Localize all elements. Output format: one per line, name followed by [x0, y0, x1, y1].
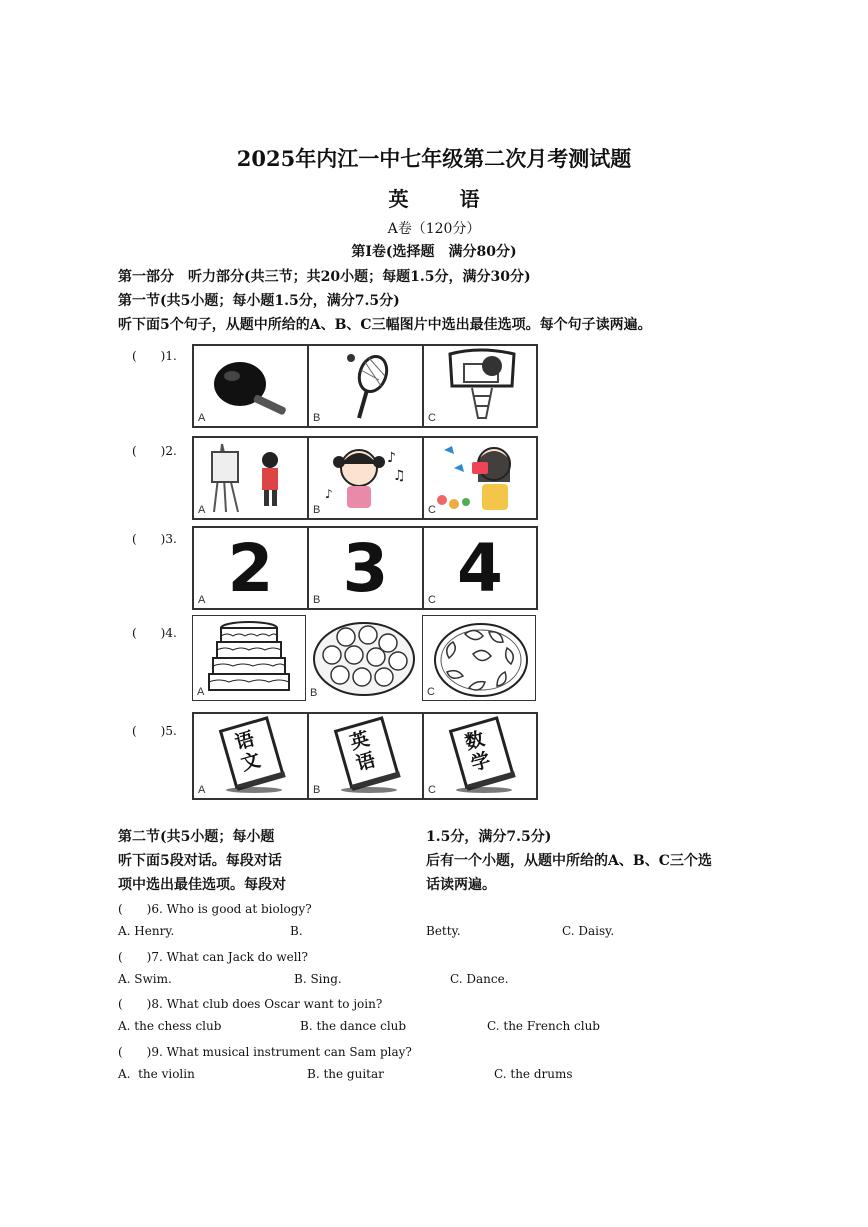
option-cell-b[interactable]	[307, 344, 424, 428]
option-cell-c[interactable]	[422, 436, 538, 520]
svg-text:♪: ♪	[387, 450, 396, 466]
part1-heading: 第一部分 听力部分(共三节；共20小题；每题1.5分，满分30分)	[118, 269, 531, 285]
section1-heading: 第一节(共5小题；每小题1.5分，满分7.5分)	[118, 293, 400, 309]
option-b[interactable]: B. the guitar	[307, 1067, 384, 1081]
option-a[interactable]: A. the violin	[118, 1067, 195, 1081]
option-letter: C	[428, 412, 436, 424]
option-cell-a[interactable]	[192, 615, 306, 701]
option-letter: A	[198, 594, 206, 606]
question-6: ( )6. Who is good at biology?	[118, 902, 312, 916]
option-b[interactable]: B. the dance club	[300, 1019, 407, 1033]
option-cell-c[interactable]	[422, 344, 538, 428]
question-9: ( )9. What musical instrument can Sam play?	[118, 1045, 412, 1059]
section2-instruction-left: 听下面5段对话。每段对话	[118, 853, 282, 869]
option-cell-b[interactable]	[307, 712, 424, 800]
option-letter: C	[428, 594, 436, 606]
question-number-2: ( )2.	[132, 444, 177, 458]
digit-two: 2	[227, 530, 274, 607]
option-letter: B	[313, 784, 321, 796]
option-cell-a[interactable]	[192, 436, 309, 520]
paper-label: A卷（120分）	[387, 221, 481, 237]
option-cell-c[interactable]	[422, 712, 538, 800]
option-cell-a[interactable]	[192, 344, 309, 428]
section2-instruction-right: 后有一个小题，从题中所给的A、B、C三个选	[426, 853, 712, 869]
option-cell-b[interactable]	[307, 436, 424, 520]
girl-taking-photo-icon	[424, 438, 536, 518]
option-letter: C	[428, 784, 436, 796]
section2-heading-left: 第二节(共5小题；每小题	[118, 829, 275, 845]
dumplings-icon	[423, 616, 535, 700]
option-c[interactable]: C. Dance.	[450, 972, 509, 986]
option-a[interactable]: A. the chess club	[118, 1019, 222, 1033]
digit-four: 4	[457, 530, 503, 607]
option-a[interactable]: A. Swim.	[118, 972, 172, 986]
option-cell-b[interactable]	[307, 526, 424, 610]
question-number-5: ( )5.	[132, 724, 177, 738]
section1-instruction: 听下面5个句子，从题中所给的A、B、C三幅图片中选出最佳选项。每个句子读两遍。	[118, 317, 652, 333]
option-letter: A	[198, 412, 206, 424]
question-number-3: ( )3.	[132, 532, 177, 546]
option-c[interactable]: C. Daisy.	[562, 924, 615, 938]
section2-instruction-left-2: 项中选出最佳选项。每段对	[118, 877, 286, 893]
book-title: 语文	[232, 727, 263, 776]
question-7: ( )7. What can Jack do well?	[118, 950, 308, 964]
option-letter: B	[313, 594, 321, 606]
ping-pong-paddle-icon	[194, 346, 307, 426]
option-b-text[interactable]: Betty.	[426, 924, 461, 938]
svg-text:♫: ♫	[393, 468, 406, 484]
option-b[interactable]: B. Sing.	[294, 972, 342, 986]
question-number-4: ( )4.	[132, 626, 177, 640]
option-cell-a[interactable]	[192, 712, 309, 800]
svg-text:♪: ♪	[325, 487, 333, 501]
option-letter: A	[197, 686, 205, 698]
option-letter: A	[198, 504, 206, 516]
question-number-1: ( )1.	[132, 349, 177, 363]
option-letter: C	[427, 686, 435, 698]
option-letter: A	[198, 784, 206, 796]
section2-instruction-right-2: 话读两遍。	[426, 877, 496, 893]
cake-icon	[193, 616, 305, 700]
option-cell-a[interactable]	[192, 526, 309, 610]
option-cell-c[interactable]	[422, 526, 538, 610]
tennis-racket-icon	[309, 346, 422, 426]
girl-painting-icon	[194, 438, 307, 518]
volume-label: 第Ⅰ卷(选择题 满分80分)	[351, 244, 517, 260]
option-letter: B	[313, 504, 321, 516]
page-title: 2025年内江一中七年级第二次月考测试题	[236, 146, 632, 171]
option-letter: B	[310, 687, 318, 699]
question-8: ( )8. What club does Oscar want to join?	[118, 997, 383, 1011]
option-a[interactable]: A. Henry.	[118, 924, 175, 938]
girl-singing-icon	[309, 438, 422, 518]
option-b[interactable]: B.	[290, 924, 303, 938]
option-cell-b[interactable]	[306, 615, 422, 701]
basketball-hoop-icon	[424, 346, 536, 426]
option-c[interactable]: C. the drums	[494, 1067, 573, 1081]
subject-title: 英 语	[388, 187, 502, 211]
option-letter: B	[313, 412, 321, 424]
steamed-buns-icon	[306, 615, 422, 699]
section2-heading-right: 1.5分，满分7.5分)	[426, 829, 552, 845]
book-title: 数学	[462, 727, 493, 776]
option-cell-c[interactable]	[422, 615, 536, 701]
book-title: 英语	[347, 727, 378, 776]
option-c[interactable]: C. the French club	[487, 1019, 600, 1033]
digit-three: 3	[342, 530, 389, 607]
option-letter: C	[428, 504, 436, 516]
